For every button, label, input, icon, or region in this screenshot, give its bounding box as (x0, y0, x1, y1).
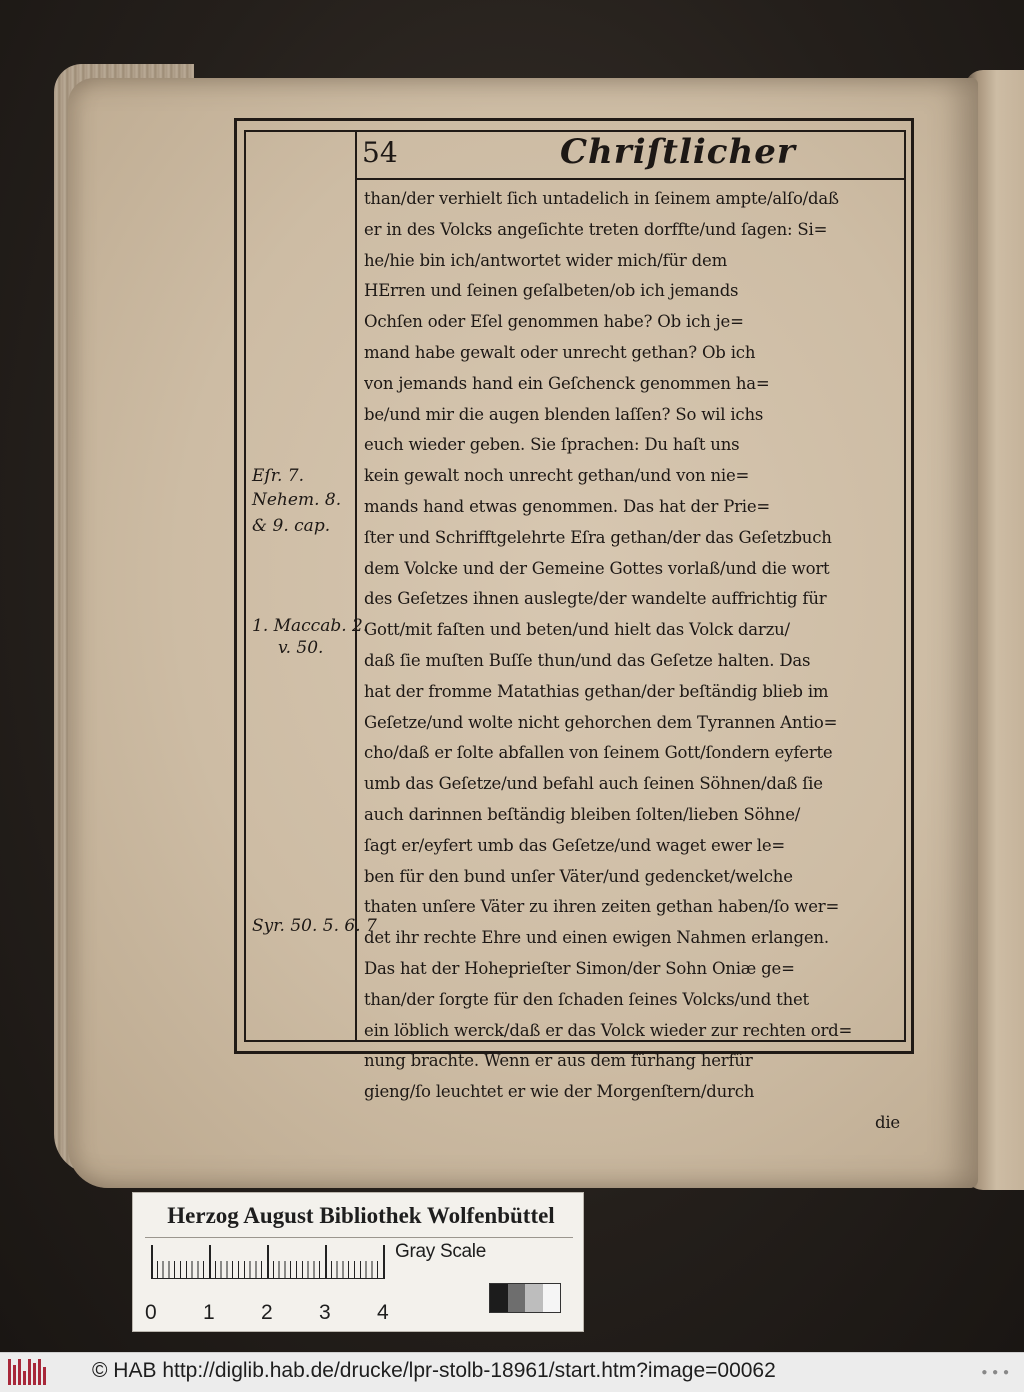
ruler-major-tick (383, 1245, 385, 1279)
text-line: ſter und Schrifftgelehrte Eſra gethan/der das Geſetzbuch (364, 527, 832, 547)
text-line: auch darinnen beſtändig bleiben ſolten/lieben Söhne/ (364, 804, 801, 824)
marginal-note: Nehem. 8. (252, 490, 342, 510)
text-line: ben für den bund unſer Väter/und gedencket/welche (364, 866, 793, 886)
card-divider (145, 1237, 573, 1238)
marginal-note: & 9. cap. (252, 516, 331, 536)
text-line: von jemands hand ein Geſchenck genommen ha= (364, 373, 770, 393)
text-line: HErren und ſeinen geſalbeten/ob ich jemands (364, 281, 739, 301)
text-line: euch wieder geben. Sie ſprachen: Du haſt uns (364, 435, 740, 455)
marginal-note: Eſr. 7. (252, 466, 304, 486)
text-line: Gott/mit faſten und beten/und hielt das Volck darzu/ (364, 620, 790, 640)
text-line: des Geſetzes ihnen auslegte/der wandelte auffrichtig für (364, 589, 827, 609)
text-line: er in des Volcks angeſichte treten dorffte/und ſagen: Si= (364, 219, 828, 239)
text-line: than/der verhielt ſich untadelich in ſeinem ampte/alſo/daß (364, 189, 839, 208)
page-number: 54 (362, 136, 398, 169)
ruler-major-tick (267, 1245, 269, 1279)
running-head: Chriſtlicher (560, 132, 796, 172)
ruler-label: 3 (319, 1301, 331, 1324)
text-line: Das hat der Hoheprieſter Simon/der Sohn Oniæ ge= (364, 958, 795, 978)
marginal-note: 1. Maccab. 2. (252, 616, 369, 636)
text-line: than/der ſorgte für den ſchaden ſeines Volcks/und thet (364, 989, 809, 1009)
gray-swatch (490, 1284, 508, 1312)
text-line: Geſetze/und wolte nicht gehorchen dem Tyrannen Antio= (364, 712, 838, 732)
text-line: kein gewalt noch unrecht gethan/und von nie= (364, 466, 750, 486)
text-line: dem Volcke und der Gemeine Gottes vorlaß/und die wort (364, 558, 830, 578)
dots-icon: ● ● ● (981, 1367, 1010, 1378)
ruler-major-tick (325, 1245, 327, 1279)
marginal-note: Syr. 50. 5. 6. 7 (252, 916, 377, 936)
text-line: hat der fromme Matathias gethan/der beſtändig blieb im (364, 681, 829, 701)
text-line: daß ſie muſten Buſſe thun/und das Geſetze halten. Das (364, 650, 811, 670)
body-text (364, 184, 904, 1139)
ruler-major-tick (209, 1245, 211, 1279)
text-line: mand habe gewalt oder unrecht gethan? Ob ich (364, 342, 756, 362)
ruler-label: 0 (145, 1301, 157, 1324)
ruler-label: 4 (377, 1301, 389, 1324)
text-line: Ochſen oder Eſel genommen habe? Ob ich je= (364, 312, 744, 332)
text-line: he/hie bin ich/antwortet wider mich/für dem (364, 250, 728, 270)
text-line: gieng/ſo leuchtet er wie der Morgenſtern/durch (364, 1082, 755, 1102)
text-line: cho/daß er ſolte abfallen von ſeinem Gott/ſondern eyferte (364, 743, 833, 763)
gray-swatch (508, 1284, 526, 1312)
text-line: be/und mir die augen blenden laſſen? So wil ichs (364, 404, 764, 424)
text-line: nung brachte. Wenn er aus dem fürhang herfür (364, 1051, 753, 1071)
gray-swatch (525, 1284, 543, 1312)
text-line: ein löblich werck/daß er das Volck wieder zur rechten ord= (364, 1020, 853, 1040)
text-line: thaten unſere Väter zu ihren zeiten gethan haben/ſo wer= (364, 897, 840, 917)
color-reference-card (132, 1192, 584, 1332)
ruler-major-tick (151, 1245, 153, 1279)
catchword: die (874, 1112, 900, 1132)
gray-scale-swatches (489, 1283, 561, 1313)
ruler-label: 1 (203, 1301, 215, 1324)
gray-swatch (543, 1284, 561, 1312)
gray-scale-label: Gray Scale (395, 1241, 486, 1262)
ruler-label: 2 (261, 1301, 273, 1324)
margin-rule (355, 130, 357, 1042)
text-line: ſagt er/eyfert umb das Geſetze/und waget ewer le= (364, 835, 786, 855)
text-line: umb das Geſetze/und befahl auch ſeinen Söhnen/daß ſie (364, 774, 823, 794)
marginal-note: v. 50. (278, 638, 324, 658)
text-line: det ihr rechte Ehre und einen ewigen Nahmen erlangen. (364, 928, 829, 948)
hab-logo-icon (8, 1359, 46, 1385)
copyright-url[interactable]: © HAB http://diglib.hab.de/drucke/lpr-stolb-18961/start.htm?image=00062 (92, 1359, 776, 1382)
header-rule (355, 178, 906, 180)
text-line: mands hand etwas genommen. Das hat der Prie= (364, 496, 771, 516)
viewer-footer (0, 1352, 1024, 1392)
library-name: Herzog August Bibliothek Wolfenbüttel (167, 1203, 555, 1228)
